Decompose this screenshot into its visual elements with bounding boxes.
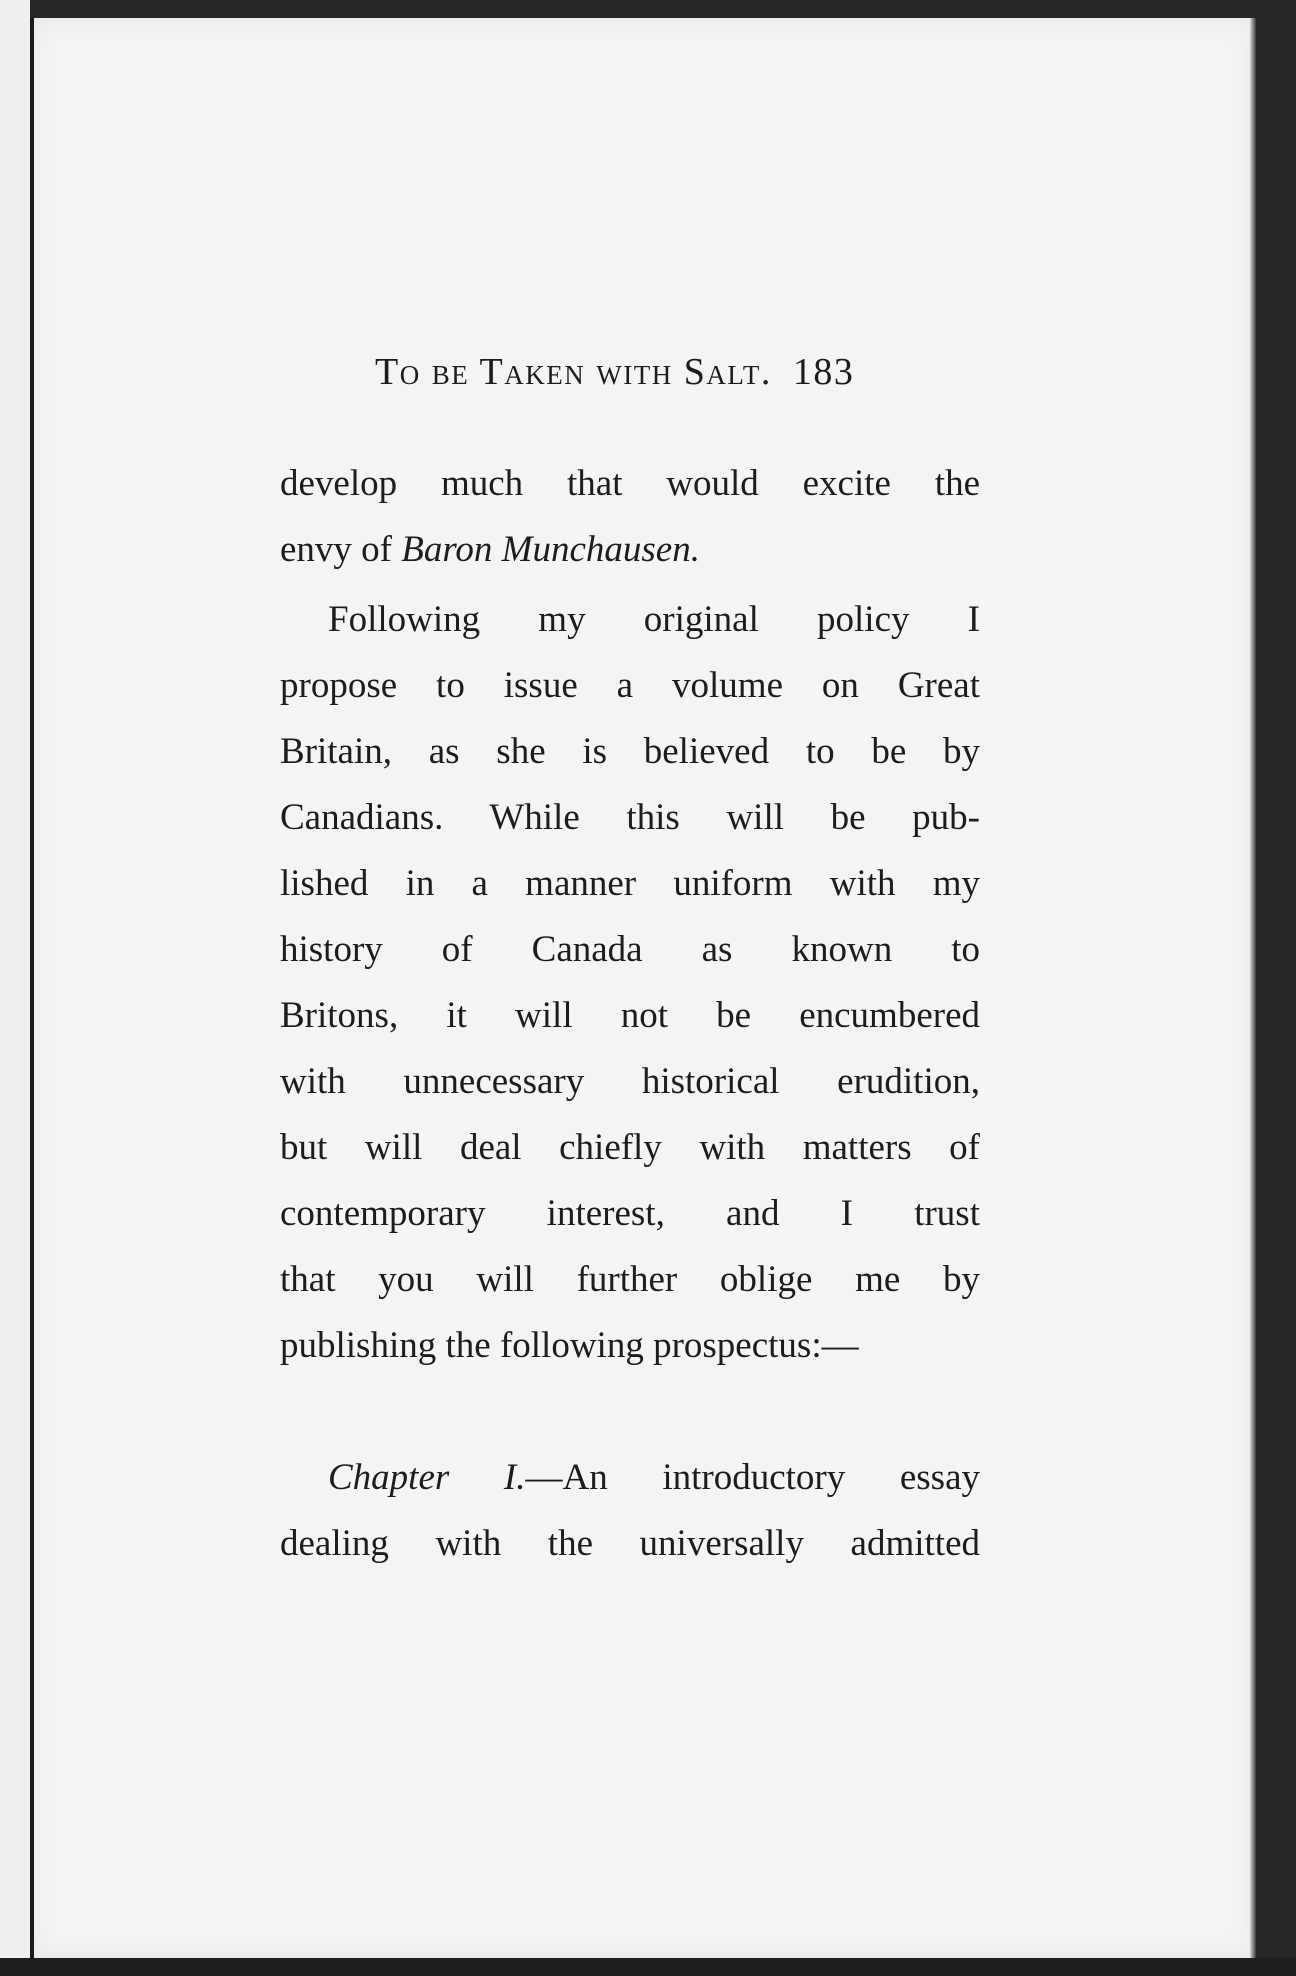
paragraph-first-line: Following my original policy I — [328, 599, 980, 640]
body-line: propose to issue a volume on Great — [280, 665, 980, 706]
body-line: that you will further oblige me by — [280, 1259, 980, 1300]
body-line: dealing with the universally admitted — [280, 1523, 980, 1564]
body-line: with unnecessary historical erudition, — [280, 1061, 980, 1102]
body-line: Canadians. While this will be pub- — [280, 797, 980, 838]
body-line: envy of Baron Munchausen. — [280, 529, 700, 570]
body-line: but will deal chiefly with matters of — [280, 1127, 980, 1168]
page-gutter-edge — [30, 18, 34, 1958]
body-line: lished in a manner uniform with my — [280, 863, 980, 904]
chapter-label: Chapter I. — [328, 1457, 526, 1498]
italic-name: Baron Munchausen. — [401, 529, 700, 570]
body-line: publishing the following prospectus:— — [280, 1325, 859, 1366]
chapter-heading-line: Chapter I.—An introductory essay — [328, 1457, 980, 1498]
body-line: Britons, it will not be encumbered — [280, 995, 980, 1036]
facing-page-edge — [0, 0, 30, 1976]
body-line: history of Canada as known to — [280, 929, 980, 970]
running-head-title: To be Taken with Salt. — [375, 351, 772, 393]
page-fore-edge — [1250, 18, 1256, 1958]
page-number: 183 — [792, 351, 855, 393]
body-line: develop much that would excite the — [280, 463, 980, 504]
body-line: Britain, as she is believed to be by — [280, 731, 980, 772]
scan-bottom-border — [0, 1958, 1296, 1976]
body-line: contemporary interest, and I trust — [280, 1193, 980, 1234]
running-head — [375, 350, 975, 394]
book-page — [30, 18, 1256, 1958]
